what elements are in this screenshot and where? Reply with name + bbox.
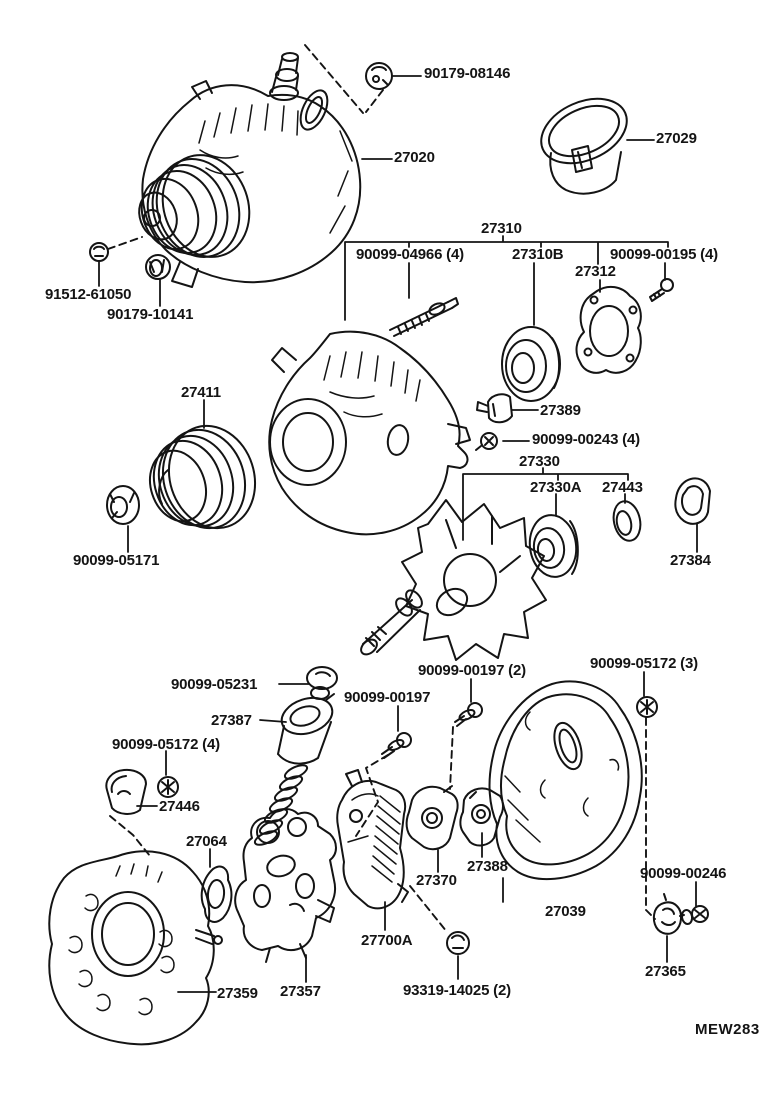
part-label-90099-00197-2: 90099-00197 (2) — [418, 662, 526, 679]
nut-drawing-10141 — [146, 255, 170, 279]
part-label-27384: 27384 — [670, 552, 711, 569]
part-label-90099-00246: 90099-00246 — [640, 865, 727, 882]
part-label-27388: 27388 — [467, 858, 508, 875]
part-label-90099-05231: 90099-05231 — [171, 676, 258, 693]
part-label-27310: 27310 — [481, 220, 522, 237]
leader-lines — [99, 76, 697, 992]
alternator-assembly-drawing — [132, 53, 360, 287]
part-label-27446: 27446 — [159, 798, 200, 815]
nut-drawing-05171 — [107, 486, 139, 524]
nut-drawing-05172-3 — [637, 697, 657, 717]
clamp-drawing-27446 — [106, 770, 146, 814]
plug-drawing — [366, 63, 392, 89]
part-label-90099-05172-4: 90099-05172 (4) — [112, 736, 220, 753]
part-label-27359: 27359 — [217, 985, 258, 1002]
insulator-drawing-27365 — [654, 894, 681, 934]
part-label-27389: 27389 — [540, 402, 581, 419]
part-label-27330: 27330 — [519, 453, 560, 470]
rear-cover-drawing-27039 — [490, 681, 642, 879]
part-label-90099-04966: 90099-04966 (4) — [356, 246, 464, 263]
bolt-drawing-00197-2 — [455, 703, 482, 726]
part-label-27029: 27029 — [656, 130, 697, 147]
part-label-90099-05172-3: 90099-05172 (3) — [590, 655, 698, 672]
bolt-drawing-00195 — [650, 279, 673, 301]
brush-holder-drawing-27357 — [235, 809, 336, 962]
part-label-90179-08146: 90179-08146 — [424, 65, 511, 82]
part-label-27370: 27370 — [416, 872, 457, 889]
part-label-90179-10141: 90179-10141 — [107, 306, 194, 323]
clamp-drawing-27389 — [477, 394, 512, 422]
part-label-27310B: 27310B — [512, 246, 564, 263]
part-label-27411: 27411 — [181, 384, 221, 401]
regulator-drawing-27370 — [407, 786, 458, 849]
part-label-90099-00243: 90099-00243 (4) — [532, 431, 640, 448]
brush-cap-drawing-27387 — [253, 692, 337, 848]
screw-drawing-00243 — [476, 433, 497, 450]
part-label-90099-00197: 90099-00197 — [344, 689, 431, 706]
idler-pulley-drawing — [502, 327, 560, 401]
bolt-drawing-91512 — [90, 243, 108, 261]
part-label-27064: 27064 — [186, 833, 227, 850]
part-label-27312: 27312 — [575, 263, 616, 280]
front-bracket-drawing — [269, 332, 470, 535]
part-label-27443: 27443 — [602, 479, 643, 496]
bolt-drawing-00197 — [382, 733, 411, 758]
rear-frame-drawing-27359 — [49, 851, 222, 1044]
part-label-27357: 27357 — [280, 983, 321, 1000]
bolt-drawing-00246 — [680, 906, 708, 925]
rectifier-drawing-27700A — [337, 770, 408, 908]
part-label-93319-14025: 93319-14025 (2) — [403, 982, 511, 999]
rotor-drawing — [358, 500, 546, 660]
screw-drawing-93319 — [447, 932, 469, 954]
retainer-plate-drawing — [577, 287, 641, 373]
part-label-27330A: 27330A — [530, 479, 582, 496]
part-label-27039: 27039 — [545, 903, 586, 920]
nut-drawing-05172-4 — [158, 777, 178, 797]
part-label-91512-61050: 91512-61050 — [45, 286, 132, 303]
part-label-27365: 27365 — [645, 963, 686, 980]
bearing-drawing-27330A — [526, 512, 580, 580]
cover-cap-drawing — [531, 86, 637, 193]
part-label-90099-00195: 90099-00195 (4) — [610, 246, 718, 263]
part-label-90099-05171: 90099-05171 — [73, 552, 160, 569]
bearing-cover-drawing-27384 — [675, 478, 710, 523]
part-label-27387: 27387 — [211, 712, 252, 729]
part-label-27020: 27020 — [394, 149, 435, 166]
part-label-27700A: 27700A — [361, 932, 413, 949]
stud-bolt-drawing — [390, 298, 458, 336]
pulley-drawing — [141, 415, 268, 540]
seal-ring-drawing-27443 — [610, 499, 644, 544]
drawing-code: MEW283 — [695, 1021, 760, 1038]
